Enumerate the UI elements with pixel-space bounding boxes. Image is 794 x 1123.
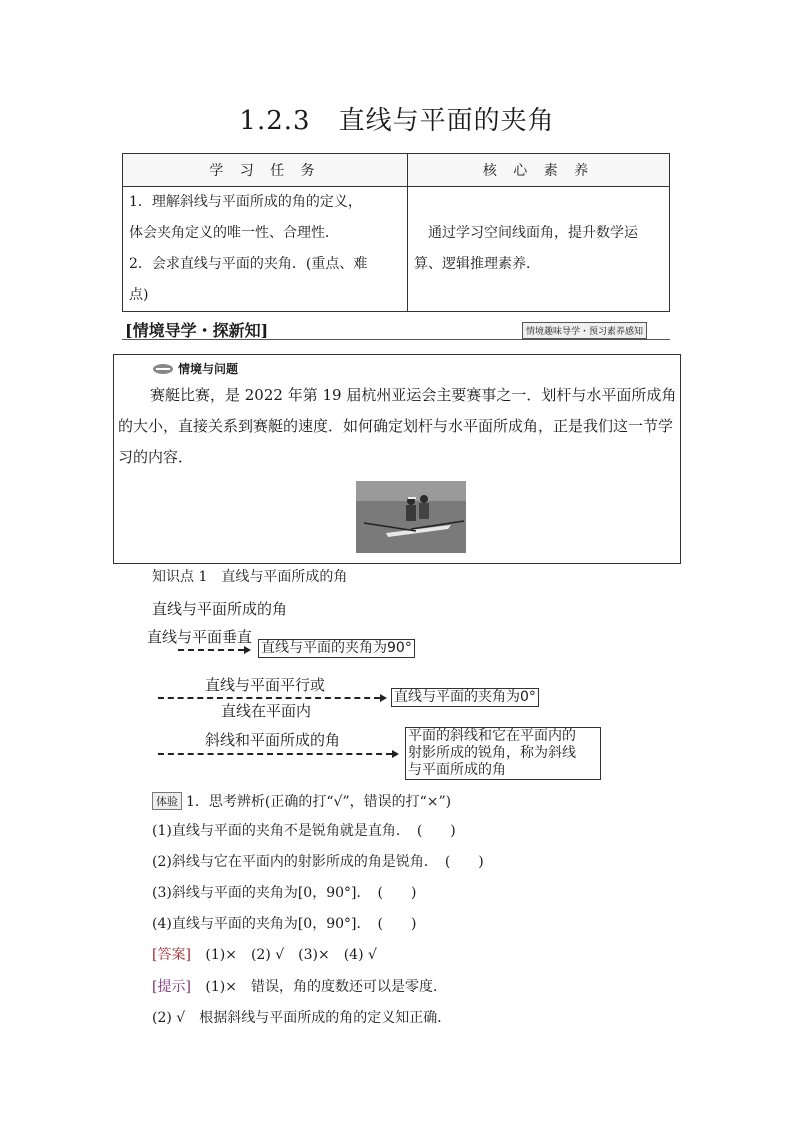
tasks-cell [123,187,408,312]
case2-arrowhead [380,694,387,702]
case1-arrow-line [178,649,244,651]
pen-icon [152,363,174,375]
answer-line [152,944,377,964]
task-line: 点) [129,287,149,303]
header-competence: 核 心 素 养 [408,154,670,187]
hint-line [152,976,447,996]
case2-condition-a: 直线与平面平行或 [205,676,326,694]
knowledge-subtitle: 直线与平面所成的角 [152,600,288,618]
exercise-badge: 体验 [152,792,182,810]
exercise-item: (3)斜线与平面的夹角为[0，90°]． ( ) [152,885,417,901]
case1-arrowhead [244,646,251,654]
section-divider [122,339,670,340]
case1-result: 直线与平面的夹角为90° [258,639,415,658]
answer-label: [答案] [152,947,191,963]
knowledge-title: 直线与平面所成的角 [221,569,348,585]
section-title: 直线与平面的夹角 [338,106,555,136]
case3-arrowhead [392,750,399,758]
case3-result [405,727,601,780]
scenario-label [152,360,238,377]
case2-result: 直线与平面的夹角为0° [391,688,539,707]
case3-condition: 斜线和平面所成的角 [205,731,341,749]
knowledge-label: 知识点 1 [152,569,208,585]
knowledge-point [152,566,347,586]
case3-result-line: 射影所成的锐角，称为斜线 [408,745,576,761]
task-line: 2．会求直线与平面的夹角．(重点、难 [129,256,368,272]
header-tasks: 学 习 任 务 [123,154,408,187]
case3-result-line: 与平面所成的角 [408,762,506,778]
exercise-item: (2)斜线与它在平面内的射影所成的角是锐角． ( ) [152,854,484,870]
exercise-intro-text: 1．思考辨析(正确的打“√”，错误的打“×”) [186,794,452,810]
case3-arrow-line [158,753,392,755]
exercise-item: (4)直线与平面的夹角为[0，90°]． ( ) [152,916,417,932]
competence-line: 算、逻辑推理素养． [414,256,540,272]
answer-text: (1)× (2) √ (3)× (4) √ [205,947,377,963]
task-line: 体会夹角定义的唯一性、合理性． [129,225,339,241]
scenario-text: 赛艇比赛，是 2022 年第 19 届杭州亚运会主要赛事之一．划杆与水平面所成角的大小，直接关系到赛艇的速度．如何确定划杆与水平面所成角，正是我们这一节学习的内容． [118,386,677,466]
case2-arrow-line [158,697,380,699]
hint-label: [提示] [152,979,191,995]
case3-result-line: 平面的斜线和它在平面内的 [408,728,576,744]
exercise-intro [152,791,451,811]
case1-condition: 直线与平面垂直 [147,628,253,646]
task-line: 1．理解斜线与平面所成的角的定义， [129,194,362,210]
section-heading: [情境导学・探新知] [125,321,269,340]
section-number: 1.2.3 [239,106,311,136]
case2-condition-b: 直线在平面内 [221,702,312,720]
hint-text: (1)× 错误，角的度数还可以是零度． [205,979,447,995]
scenario-label-text: 情境与问题 [178,362,239,376]
rowing-illustration [356,481,466,553]
competence-line: 通过学习空间线面角，提升数学运 [428,225,638,241]
page-title [0,100,794,137]
section-tag: 情境趣味导学・预习素养感知 [522,322,647,339]
hint-line-2: (2) √ 根据斜线与平面所成的角的定义知正确． [152,1010,452,1026]
exercise-item: (1)直线与平面的夹角不是锐角就是直角． ( ) [152,823,456,839]
rowing-photo [356,481,466,553]
learning-table [122,153,670,312]
competence-cell [408,187,670,312]
